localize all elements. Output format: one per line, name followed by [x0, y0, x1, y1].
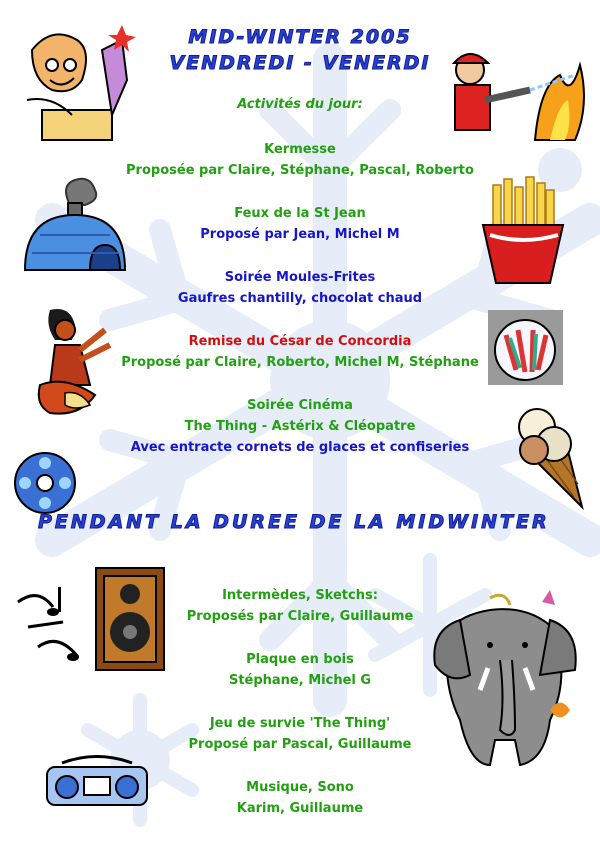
ongoing-detail: Stéphane, Michel G	[228, 673, 372, 688]
ongoing-plaque	[60, 649, 540, 691]
activity-note: Avec entracte cornets de glaces et confiseries	[130, 440, 470, 455]
activity-detail: Gaufres chantilly, chocolat chaud	[177, 291, 423, 306]
title-line-1: MID-WINTER 2005	[188, 26, 412, 48]
ongoing-detail: Proposés par Claire, Guillaume	[186, 609, 414, 624]
activity-kermesse	[60, 139, 540, 181]
activity-cinema	[60, 395, 540, 458]
ongoing-sketchs	[60, 585, 540, 627]
activity-detail: Proposé par Jean, Michel M	[200, 227, 400, 242]
ongoing-title: Plaque en bois	[246, 652, 354, 667]
midwinter-banner: PENDANT LA DUREE DE LA MIDWINTER	[38, 511, 550, 533]
activity-title: Soirée Cinéma	[247, 398, 353, 413]
ongoing-musique	[60, 777, 540, 819]
activity-cesar	[60, 331, 540, 373]
ongoing-title: Jeu de survie 'The Thing'	[209, 716, 391, 731]
activity-title: Remise du César de Concordia	[188, 334, 412, 349]
title-line-2: VENDREDI - VENERDI	[169, 52, 431, 74]
activity-feux	[60, 203, 540, 245]
ongoing-detail: Karim, Guillaume	[236, 801, 364, 816]
ongoing-detail: Proposé par Pascal, Guillaume	[188, 737, 412, 752]
activity-title: Soirée Moules-Frites	[224, 270, 376, 285]
ongoing-jeu-survie	[60, 713, 540, 755]
ongoing-title: Intermèdes, Sketchs:	[222, 588, 378, 603]
activity-detail: The Thing - Astérix & Cléopatre	[184, 419, 416, 434]
activity-title: Feux de la St Jean	[234, 206, 366, 221]
activity-detail: Proposé par Claire, Roberto, Michel M, Stéphane	[121, 355, 479, 370]
activity-moules-frites	[60, 267, 540, 309]
activity-title: Kermesse	[264, 142, 336, 157]
activity-detail: Proposée par Claire, Stéphane, Pascal, Roberto	[126, 163, 474, 178]
ongoing-title: Musique, Sono	[246, 780, 354, 795]
activities-heading: Activités du jour:	[237, 97, 363, 112]
